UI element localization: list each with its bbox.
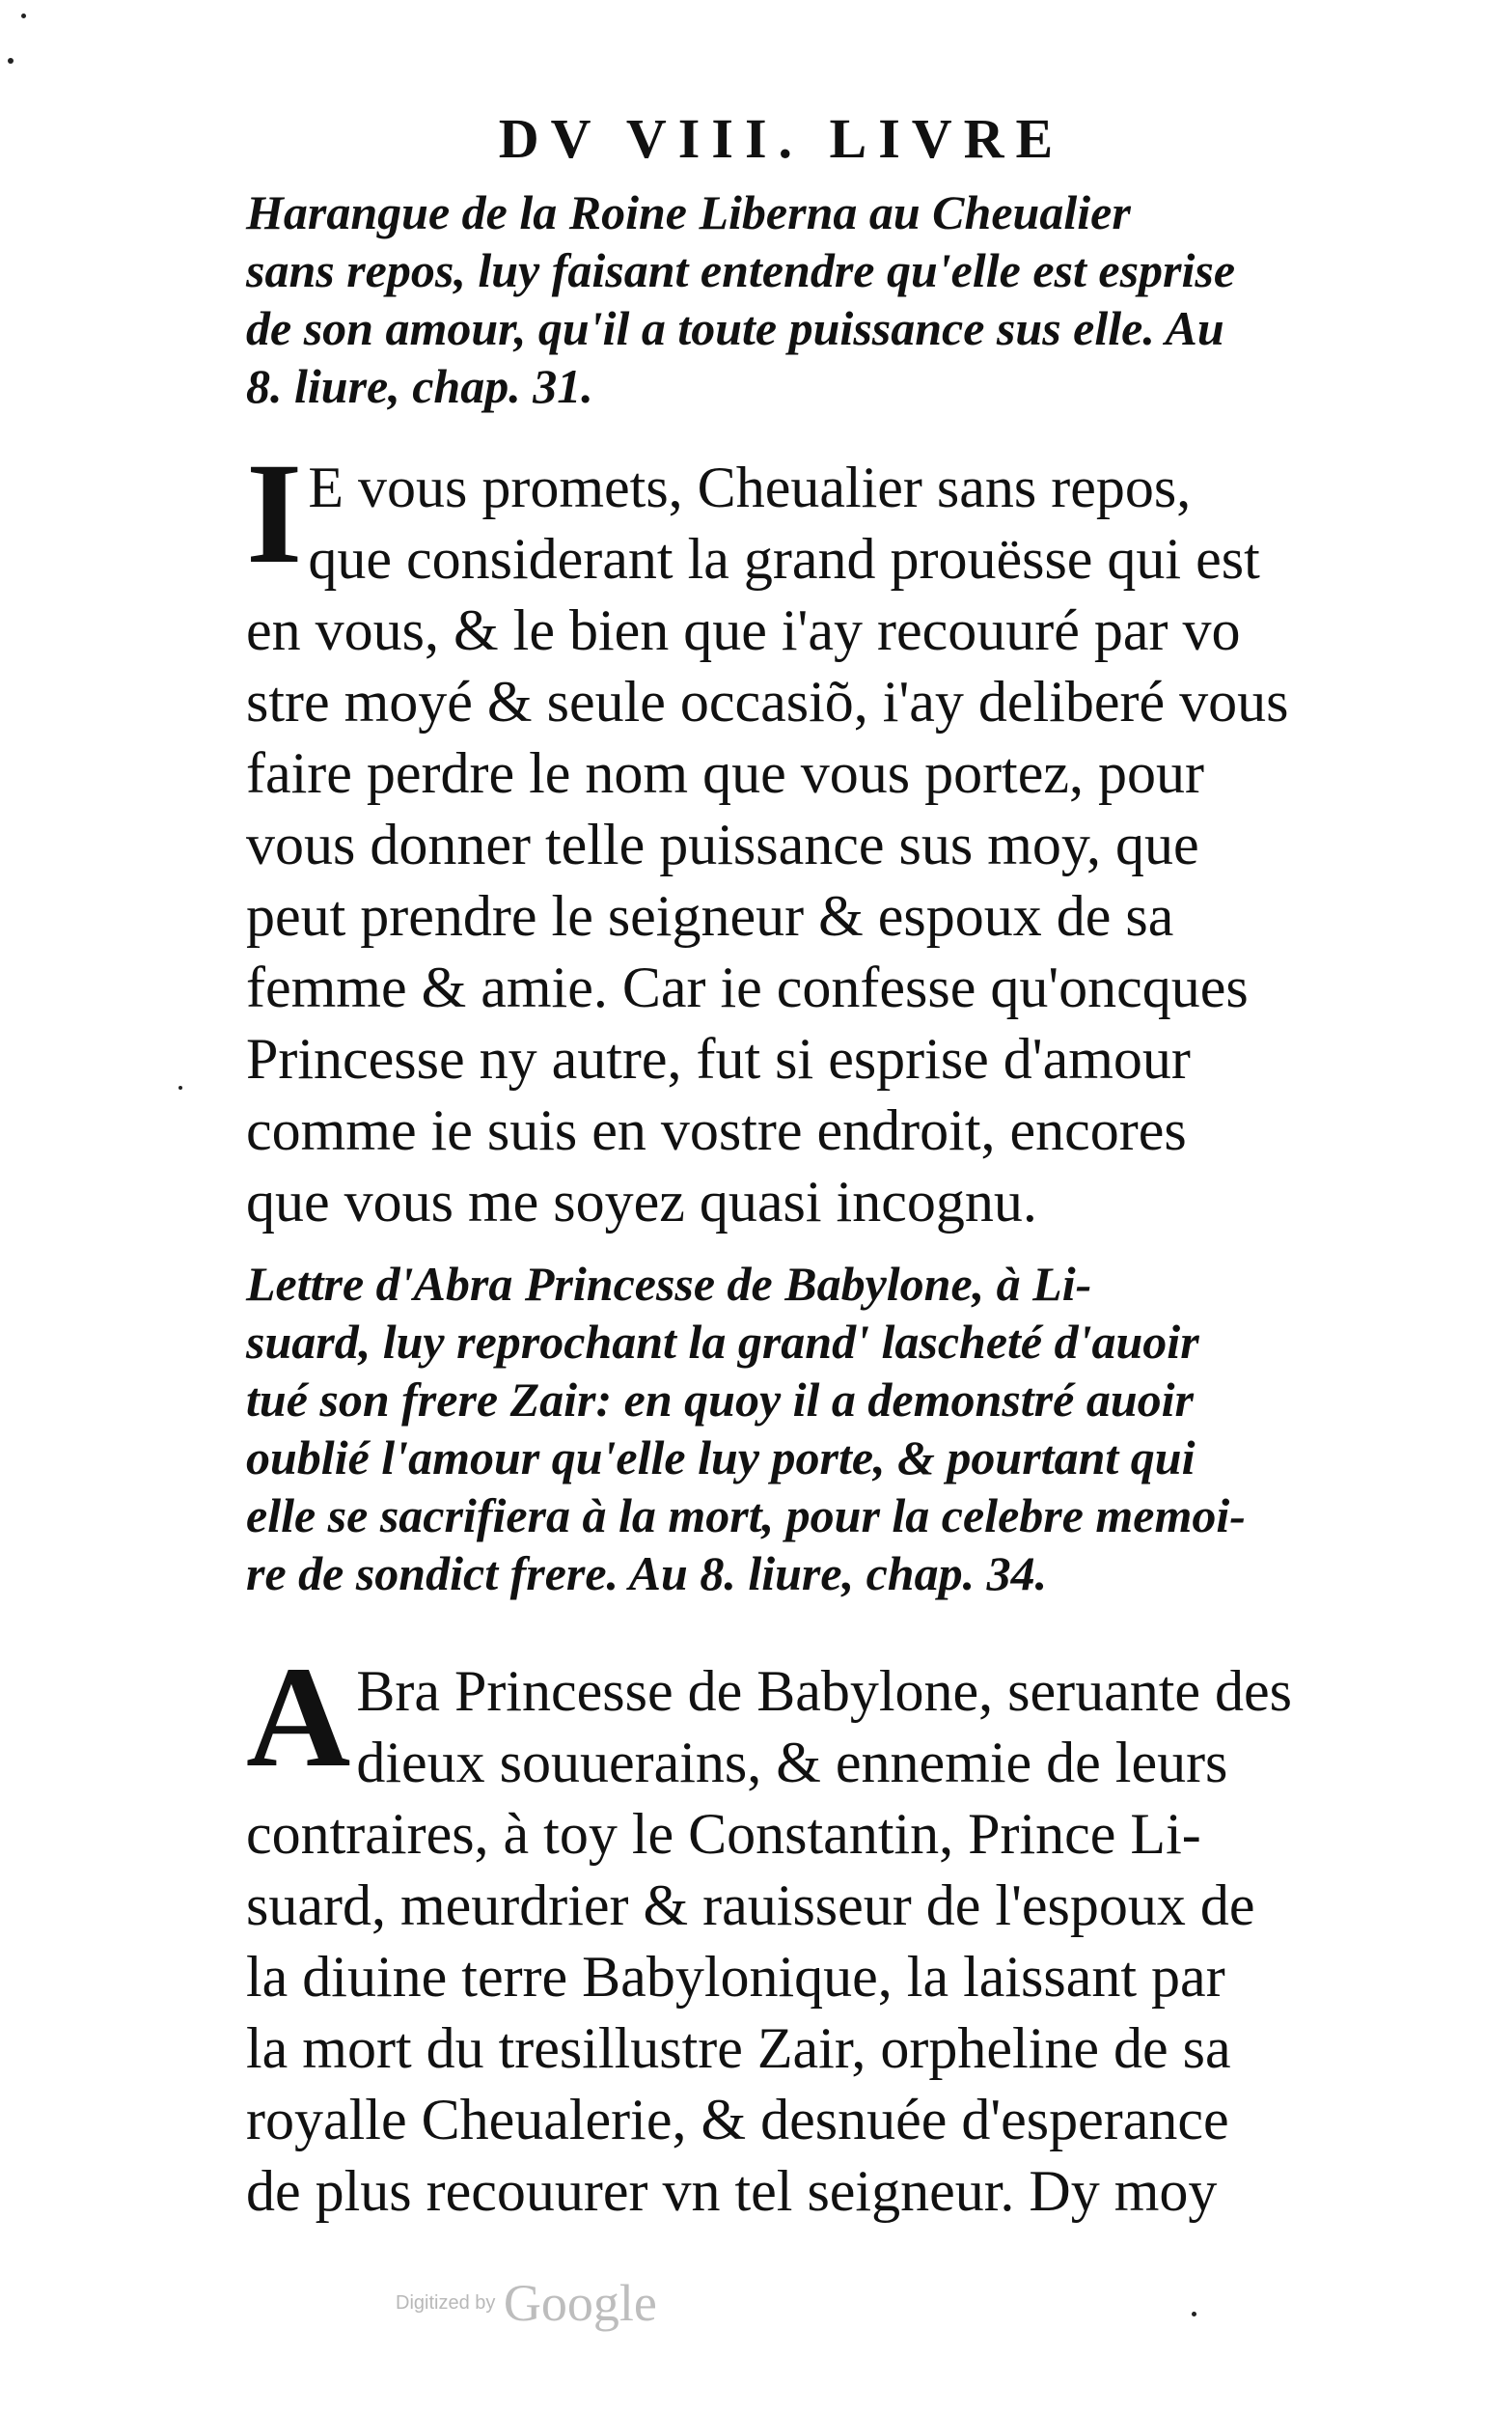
heading-line: 8. liure, chap. 31. — [246, 359, 593, 413]
dropcap-i: I — [246, 433, 303, 594]
scan-speck — [1192, 2312, 1196, 2316]
body-line: que vous me soyez quasi incognu. — [246, 1170, 1037, 1234]
section2-heading — [246, 1255, 1428, 1602]
heading-line: elle se sacrifiera à la mort, pour la celebre memoi- — [246, 1488, 1246, 1542]
body-line: vous donner telle puissance sus moy, que — [246, 813, 1199, 876]
section1-body — [246, 433, 1428, 1237]
heading-line: oublié l'amour qu'elle luy porte, & pourtant qui — [246, 1430, 1196, 1484]
body-line: peut prendre le seigneur & espoux de sa — [246, 884, 1174, 948]
dropcap-a: A — [246, 1637, 351, 1797]
digitized-by-google-watermark — [396, 2273, 657, 2333]
body-line: contraires, à toy le Constantin, Prince Li- — [246, 1802, 1201, 1866]
body-line: Princesse ny autre, fut si esprise d'amour — [246, 1027, 1191, 1091]
body-line: que considerant la grand prouësse qui est — [308, 527, 1260, 591]
scan-speck — [8, 58, 14, 64]
heading-line: suard, luy reprochant la grand' lascheté d'auoir — [246, 1315, 1199, 1369]
scan-speck — [179, 1086, 182, 1090]
heading-line: sans repos, luy faisant entendre qu'elle est esprise — [246, 243, 1236, 297]
running-head: DV VIII. LIVRE — [498, 107, 1065, 170]
heading-line: Lettre d'Abra Princesse de Babylone, à Li- — [246, 1257, 1092, 1311]
scan-speck — [21, 14, 26, 18]
body-line: la mort du tresillustre Zair, orpheline de sa — [246, 2016, 1231, 2080]
body-line: suard, meurdrier & rauisseur de l'espoux de — [246, 1873, 1255, 1937]
heading-line: Harangue de la Roine Liberna au Cheualier — [246, 185, 1131, 239]
heading-line: re de sondict frere. Au 8. liure, chap. 34. — [246, 1546, 1048, 1600]
digitized-by-label: Digitized by — [396, 2291, 496, 2314]
section2-body — [246, 1637, 1428, 2227]
body-line: de plus recouurer vn tel seigneur. Dy moy — [246, 2159, 1218, 2223]
body-line: comme ie suis en vostre endroit, encores — [246, 1098, 1187, 1162]
section1-heading — [246, 183, 1428, 415]
heading-line: tué son frere Zair: en quoy il a demonstré auoir — [246, 1373, 1194, 1427]
body-line: stre moyé & seule occasiõ, i'ay deliberé vous — [246, 670, 1289, 734]
heading-line: de son amour, qu'il a toute puissance sus elle. Au — [246, 301, 1224, 355]
google-logo: Google — [503, 2274, 657, 2332]
body-line: la diuine terre Babylonique, la laissant par — [246, 1945, 1225, 2009]
body-line: E vous promets, Cheualier sans repos, — [308, 456, 1192, 519]
body-line: femme & amie. Car ie confesse qu'oncques — [246, 956, 1249, 1019]
body-line: faire perdre le nom que vous portez, pour — [246, 741, 1204, 805]
body-line: royalle Cheualerie, & desnuée d'esperance — [246, 2088, 1229, 2151]
body-line: en vous, & le bien que i'ay recouuré par vo — [246, 598, 1241, 662]
body-line: Bra Princesse de Babylone, seruante des — [356, 1659, 1293, 1723]
body-line: dieux souuerains, & ennemie de leurs — [356, 1731, 1228, 1794]
